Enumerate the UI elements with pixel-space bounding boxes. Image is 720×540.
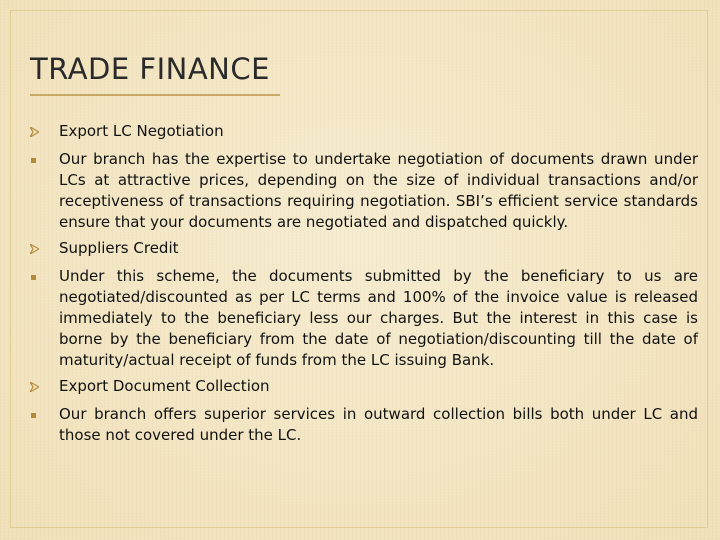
arrow-bullet-icon	[30, 238, 40, 254]
square-bullet-icon	[30, 149, 40, 163]
bullet-heading-suppliers-credit	[30, 238, 698, 259]
bullet-body-export-doc-collection	[30, 404, 698, 446]
bullet-heading-export-lc	[30, 121, 698, 142]
title-underline	[30, 94, 280, 96]
heading-text: Suppliers Credit	[59, 239, 179, 257]
slide-content	[30, 121, 698, 451]
arrow-bullet-icon	[30, 376, 40, 392]
square-bullet-icon	[30, 266, 40, 280]
body-text: Under this scheme, the documents submitted by the beneficiary to us are negotiated/discounted as per LC terms and 100% of the invoice value is released immediately to the beneficiary less our charges. But the interest in this case is borne by the beneficiary from the date of negotiation/discounting till the date of maturity/actual receipt of funds from the LC issuing Bank.	[59, 267, 698, 369]
body-text: Our branch has the expertise to undertake negotiation of documents drawn under LCs at attractive prices, depending on the size of individual transactions and/or receptiveness of transactions requiring negotiation. SBI’s efficient service standards ensure that your documents are negotiated and dispatched quickly.	[59, 150, 698, 231]
bullet-body-export-lc	[30, 149, 698, 233]
arrow-bullet-icon	[30, 121, 40, 137]
heading-text: Export Document Collection	[59, 377, 270, 395]
heading-text: Export LC Negotiation	[59, 122, 224, 140]
bullet-body-suppliers-credit	[30, 266, 698, 371]
body-text: Our branch offers superior services in outward collection bills both under LC and those not covered under the LC.	[59, 405, 698, 444]
bullet-heading-export-doc-collection	[30, 376, 698, 397]
square-bullet-icon	[30, 404, 40, 418]
slide-title: TRADE FINANCE	[30, 52, 270, 86]
